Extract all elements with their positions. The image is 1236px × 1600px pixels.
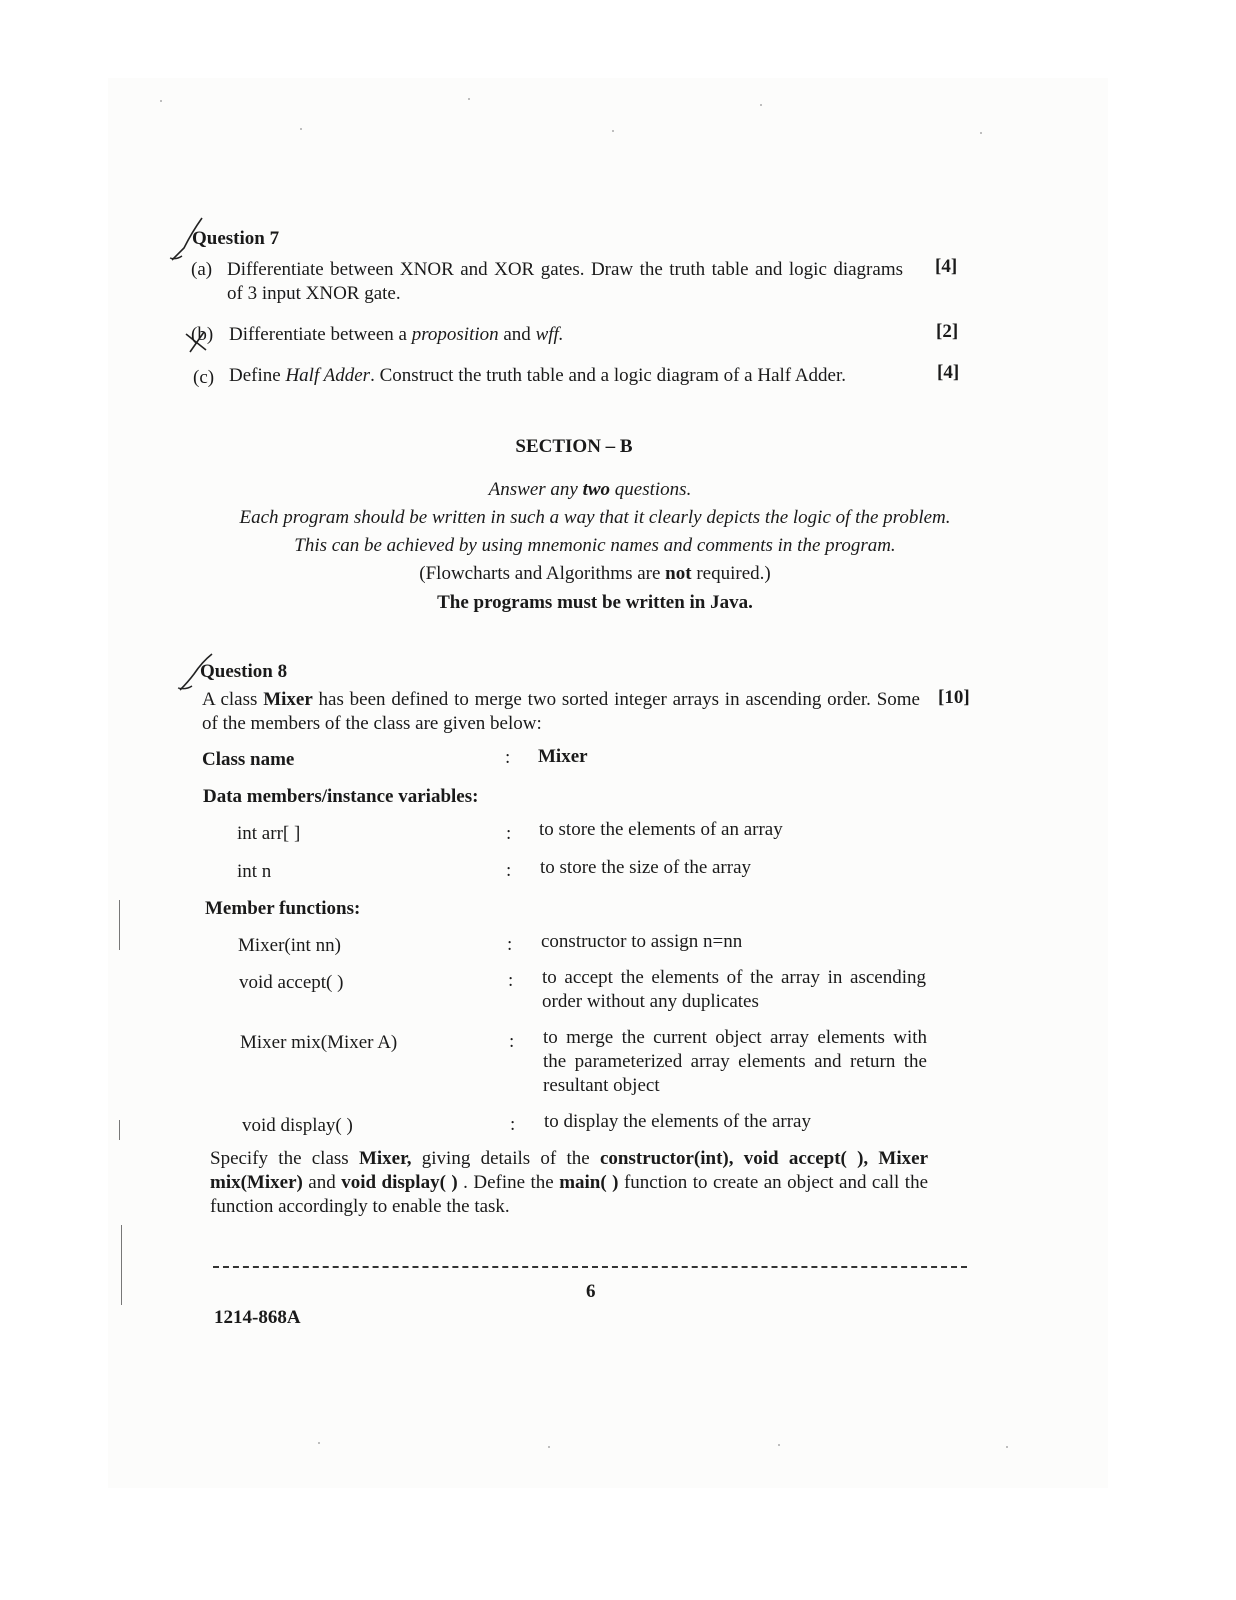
member-functions-heading: Member functions: xyxy=(205,898,361,919)
class-name-value: Mixer xyxy=(538,746,588,767)
data-member-name: int arr[ ] xyxy=(237,823,301,844)
q7-b-text-mid: and xyxy=(498,324,536,345)
q7-c-text-after: . Construct the truth table and a logic diagram of a Half Adder. xyxy=(370,365,846,386)
q7-a-text: Differentiate between XNOR and XOR gates. Draw the truth table and logic diagrams of 3 input XNOR gate. xyxy=(227,259,903,304)
scan-speck xyxy=(760,104,762,106)
q7-c-marks: [4] xyxy=(937,362,960,383)
instruction-1-two: two xyxy=(582,479,611,500)
scan-speck xyxy=(548,1446,550,1448)
q7-a-label: (a) xyxy=(191,259,213,280)
footer-divider xyxy=(213,1266,967,1268)
q8-marks: [10] xyxy=(938,687,970,708)
binder-mark xyxy=(119,900,120,950)
page-number: 6 xyxy=(586,1281,596,1302)
specify-t2: giving details of the xyxy=(411,1148,600,1169)
data-member-desc: to store the size of the array xyxy=(540,857,752,878)
scan-speck xyxy=(778,1444,780,1446)
instruction-1-a: Answer any xyxy=(488,479,583,500)
binder-mark xyxy=(119,1120,120,1140)
question-8-title: Question 8 xyxy=(200,661,288,682)
q7-a-marks: [4] xyxy=(935,256,958,277)
colon: : xyxy=(505,747,511,768)
q7-b-term-proposition: proposition xyxy=(411,324,499,345)
scan-speck xyxy=(160,100,162,102)
specify-b1: Mixer, xyxy=(358,1148,412,1169)
q7-b-text xyxy=(229,323,564,347)
q8-intro-mixer: Mixer xyxy=(263,689,313,710)
member-function-desc: to display the elements of the array xyxy=(544,1111,811,1132)
paper-code: 1214-868A xyxy=(214,1307,301,1328)
instruction-4-c: required.) xyxy=(691,563,771,584)
data-member-desc: to store the elements of an array xyxy=(539,819,783,840)
data-members-heading: Data members/instance variables: xyxy=(203,786,479,807)
scan-speck xyxy=(318,1442,320,1444)
scan-speck xyxy=(980,132,982,134)
q7-c-text-before: Define xyxy=(229,365,286,386)
instruction-1-c: questions. xyxy=(610,479,692,500)
q7-b-text-before: Differentiate between a xyxy=(229,324,412,345)
specify-t1: Specify the class xyxy=(210,1148,359,1169)
specify-t3: and xyxy=(302,1172,342,1193)
specify-t4: . Define the xyxy=(457,1172,560,1193)
question-7-title: Question 7 xyxy=(192,228,280,249)
q7-c-label: (c) xyxy=(193,367,215,388)
q8-intro-c: has been defined to merge two sorted integer arrays in ascending order. Some of the members of the class are given below: xyxy=(202,689,920,734)
section-b-instruction-3: This can be achieved by using mnemonic names and comments in the program. xyxy=(294,535,896,556)
section-b-instruction-5: The programs must be written in Java. xyxy=(437,592,753,613)
q7-c-term-half-adder: Half Adder xyxy=(285,365,371,386)
member-function-desc: to merge the current object array elements with the parameterized array elements and return the resultant object xyxy=(543,1027,927,1096)
q7-b-label: (b) xyxy=(191,324,214,345)
scan-speck xyxy=(612,130,614,132)
specify-b4: main( ) xyxy=(559,1172,619,1193)
colon: : xyxy=(506,860,512,881)
q7-b-term-wff: wff. xyxy=(535,324,564,345)
binder-mark xyxy=(121,1225,122,1305)
specify-t5: function to create an object and call the function accordingly to enable the task. xyxy=(210,1172,928,1217)
section-b-instruction-4 xyxy=(300,563,890,585)
colon: : xyxy=(508,970,514,991)
member-function-name: Mixer(int nn) xyxy=(238,935,341,956)
member-function-desc: constructor to assign n=nn xyxy=(541,931,743,952)
scan-speck xyxy=(468,98,470,100)
q8-intro xyxy=(202,688,920,736)
instruction-4-not: not xyxy=(665,563,692,584)
section-b-instruction-2: Each program should be written in such a way that it clearly depicts the logic of the problem. xyxy=(239,507,951,528)
colon: : xyxy=(506,823,512,844)
specify-b3: void display( ) xyxy=(341,1172,458,1193)
colon: : xyxy=(507,934,513,955)
scan-speck xyxy=(1006,1446,1008,1448)
class-name-label: Class name xyxy=(202,749,295,770)
data-member-name: int n xyxy=(237,861,272,882)
q7-c-text xyxy=(229,364,846,388)
q8-specify-paragraph xyxy=(210,1147,928,1219)
q7-b-marks: [2] xyxy=(936,321,959,342)
instruction-4-a: (Flowcharts and Algorithms are xyxy=(419,563,666,584)
scan-speck xyxy=(300,128,302,130)
section-b-title: SECTION – B xyxy=(515,436,633,457)
member-function-name: void display( ) xyxy=(242,1115,353,1136)
specify-b2: constructor(int), void accept( ), Mixer mix(Mixer) xyxy=(210,1148,928,1193)
member-function-desc: to accept the elements of the array in ascending order without any duplicates xyxy=(542,967,926,1012)
section-b-instruction-1 xyxy=(390,479,790,501)
colon: : xyxy=(509,1031,515,1052)
member-function-name: void accept( ) xyxy=(239,972,344,993)
colon: : xyxy=(510,1114,516,1135)
q8-intro-a: A class xyxy=(202,689,264,710)
member-function-name: Mixer mix(Mixer A) xyxy=(240,1032,398,1053)
